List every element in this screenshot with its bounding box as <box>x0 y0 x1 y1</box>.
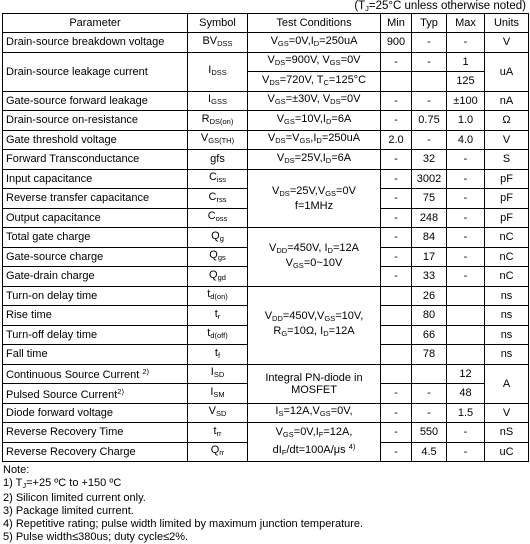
cond-cell: Integral PN-diode in MOSFET <box>248 364 381 403</box>
symbol-cell: $C_{rss}$ <box>188 189 248 209</box>
min-cell: - <box>381 111 412 131</box>
header-min: Min <box>381 14 412 33</box>
typ-cell: 78 <box>412 345 447 365</box>
table-row <box>3 150 529 170</box>
min-cell: - <box>381 189 412 209</box>
symbol-cell: $Q_{gd}$ <box>188 267 248 287</box>
param-cell: Continuous Source Current $^{2)}$ <box>3 364 188 384</box>
typ-cell: 84 <box>412 228 447 248</box>
symbol-cell: $t_f$ <box>188 345 248 365</box>
symbol-cell: $t_{d(off)}$ <box>188 325 248 345</box>
param-cell: Diode forward voltage <box>3 403 188 423</box>
typ-cell <box>412 364 447 384</box>
min-cell: - <box>381 150 412 170</box>
typ-cell: - <box>412 403 447 423</box>
table-row <box>3 423 529 443</box>
symbol-cell: $I_{SM}$ <box>188 384 248 404</box>
param-cell: Gate-source forward leakage <box>3 91 188 111</box>
param-cell: Rise time <box>3 306 188 326</box>
max-cell <box>447 325 485 345</box>
note-item: 1) $T_J=+25$ ºC to +150 ºC <box>3 477 122 490</box>
unit-cell: pF <box>485 169 529 189</box>
typ-cell: 80 <box>412 306 447 326</box>
header-max: Max <box>447 14 485 33</box>
typ-cell: 75 <box>412 189 447 209</box>
cond-cell: $V_{DS}=720V$, $T_C=125^\circ C$ <box>248 72 381 92</box>
typ-cell: 26 <box>412 286 447 306</box>
header-symbol: Symbol <box>188 14 248 33</box>
min-cell <box>381 306 412 326</box>
min-cell <box>381 364 412 384</box>
param-cell: Forward Transconductance <box>3 150 188 170</box>
symbol-cell: $Q_{gs}$ <box>188 247 248 267</box>
param-cell: Gate-source charge <box>3 247 188 267</box>
param-cell: Reverse Recovery Charge <box>3 442 188 462</box>
header-typ: Typ <box>412 14 447 33</box>
param-cell: Drain-source leakage current <box>3 52 188 91</box>
typ-cell: 17 <box>412 247 447 267</box>
cond-cell: $V_{GS}=0V,I_D=250uA$ <box>248 33 381 53</box>
cond-cell: $V_{DS}=25V,I_D=6A$ <box>248 150 381 170</box>
footnotes <box>3 464 363 544</box>
param-cell: Gate-drain charge <box>3 267 188 287</box>
symbol-cell: $I_{GSS}$ <box>188 91 248 111</box>
typ-cell: 4.5 <box>412 442 447 462</box>
max-cell: - <box>447 423 485 443</box>
unit-cell: ns <box>485 306 529 326</box>
min-cell: - <box>381 169 412 189</box>
unit-cell: nC <box>485 247 529 267</box>
header-test-conditions: Test Conditions <box>248 14 381 33</box>
typ-cell: 248 <box>412 208 447 228</box>
note-heading: Note: <box>3 464 30 476</box>
param-cell: Drain-source on-resistance <box>3 111 188 131</box>
header-parameter: Parameter <box>3 14 188 33</box>
unit-cell: V <box>485 33 529 53</box>
note-item: 5) Pulse width≤380us; duty cycle≤2%. <box>3 531 189 543</box>
max-cell: 1.0 <box>447 111 485 131</box>
symbol-cell: $C_{iss}$ <box>188 169 248 189</box>
symbol-cell: $t_{d(on)}$ <box>188 286 248 306</box>
table-row <box>3 91 529 111</box>
max-cell: - <box>447 169 485 189</box>
min-cell: - <box>381 403 412 423</box>
max-cell: - <box>447 33 485 53</box>
table-row <box>3 169 529 189</box>
typ-cell: - <box>412 384 447 404</box>
min-cell: - <box>381 442 412 462</box>
unit-cell: V <box>485 403 529 423</box>
unit-cell: pF <box>485 189 529 209</box>
max-cell: - <box>447 150 485 170</box>
min-cell <box>381 325 412 345</box>
symbol-cell: $Q_g$ <box>188 228 248 248</box>
min-cell <box>381 286 412 306</box>
unit-cell: ns <box>485 325 529 345</box>
param-cell: Total gate charge <box>3 228 188 248</box>
unit-cell: V <box>485 130 529 150</box>
symbol-cell: $Q_{rr}$ <box>188 442 248 462</box>
symbol-cell: $BV_{DSS}$ <box>188 33 248 53</box>
typ-cell: 550 <box>412 423 447 443</box>
unit-cell: ns <box>485 286 529 306</box>
header-units: Units <box>485 14 529 33</box>
param-cell: Reverse Recovery Time <box>3 423 188 443</box>
unit-cell: S <box>485 150 529 170</box>
table-row <box>3 364 529 384</box>
param-cell: Pulsed Source Current$^{2)}$ <box>3 384 188 404</box>
typ-cell: - <box>412 33 447 53</box>
symbol-cell: $I_{SD}$ <box>188 364 248 384</box>
table-row <box>3 52 529 72</box>
max-cell: 12 <box>447 364 485 384</box>
max-cell: - <box>447 442 485 462</box>
table-row <box>3 111 529 131</box>
unit-cell: nS <box>485 423 529 443</box>
max-cell <box>447 306 485 326</box>
max-cell: - <box>447 267 485 287</box>
param-cell: Reverse transfer capacitance <box>3 189 188 209</box>
min-cell: - <box>381 384 412 404</box>
unit-cell: ns <box>485 345 529 365</box>
note-item: 2) Silicon limited current only. <box>3 492 146 504</box>
symbol-cell: $t_r$ <box>188 306 248 326</box>
unit-cell: nA <box>485 91 529 111</box>
cond-cell: $V_{GS}=0V,I_F=12A$, $dI_F/dt=100A/\mu s$ $^{4)}$ <box>248 423 381 462</box>
cond-cell: $V_{DS}=V_{GS},I_D=250uA$ <box>248 130 381 150</box>
cond-cell: $V_{GS}=10V,I_D=6A$ <box>248 111 381 131</box>
symbol-cell: gfs <box>188 150 248 170</box>
unit-cell: uA <box>485 52 529 91</box>
min-cell: - <box>381 208 412 228</box>
max-cell: - <box>447 228 485 248</box>
typ-cell: 66 <box>412 325 447 345</box>
param-cell: Gate threshold voltage <box>3 130 188 150</box>
min-cell: - <box>381 228 412 248</box>
min-cell <box>381 72 412 92</box>
electrical-characteristics-table <box>2 13 529 462</box>
max-cell <box>447 286 485 306</box>
max-cell: 1.5 <box>447 403 485 423</box>
cond-cell: $V_{DD}=450V,V_{GS}=10V$, $R_G=10\Omega$, $I_D=12A$ <box>248 286 381 364</box>
table-row <box>3 403 529 423</box>
header-row <box>3 14 529 33</box>
param-cell: Turn-off delay time <box>3 325 188 345</box>
typ-cell: 33 <box>412 267 447 287</box>
unit-cell: pF <box>485 208 529 228</box>
typ-cell: - <box>412 52 447 72</box>
max-cell: 125 <box>447 72 485 92</box>
table-row <box>3 228 529 248</box>
typ-cell: - <box>412 130 447 150</box>
unit-cell: nC <box>485 228 529 248</box>
symbol-cell: $I_{DSS}$ <box>188 52 248 91</box>
cond-cell: $V_{DD}=450V$, $I_D=12A$ $V_{GS}=0\sim 10V$ <box>248 228 381 287</box>
min-cell: - <box>381 91 412 111</box>
min-cell: - <box>381 423 412 443</box>
typ-cell: 0.75 <box>412 111 447 131</box>
unit-cell: nC <box>485 267 529 287</box>
cond-cell: $V_{GS}=\pm 30V$, $V_{DS}=0V$ <box>248 91 381 111</box>
max-cell: - <box>447 189 485 209</box>
min-cell <box>381 345 412 365</box>
symbol-cell: $V_{SD}$ <box>188 403 248 423</box>
unit-cell: uC <box>485 442 529 462</box>
min-cell: - <box>381 267 412 287</box>
max-cell: 48 <box>447 384 485 404</box>
typ-cell: 32 <box>412 150 447 170</box>
param-cell: Input capacitance <box>3 169 188 189</box>
unit-cell: Ω <box>485 111 529 131</box>
cond-cell: $V_{DS}=25V,V_{GS}=0V$ f=1MHz <box>248 169 381 228</box>
min-cell: 2.0 <box>381 130 412 150</box>
symbol-cell: $V_{GS(TH)}$ <box>188 130 248 150</box>
table-row <box>3 286 529 306</box>
min-cell: 900 <box>381 33 412 53</box>
param-cell: Turn-on delay time <box>3 286 188 306</box>
typ-cell: - <box>412 91 447 111</box>
note-item: 4) Repetitive rating; pulse width limited by maximum junction temperature. <box>3 518 364 530</box>
symbol-cell: $t_{rr}$ <box>188 423 248 443</box>
unit-cell: A <box>485 364 529 403</box>
max-cell: ±100 <box>447 91 485 111</box>
conditions-note: ($T_J=25^\circ C$ unless otherwise noted) <box>354 0 526 13</box>
max-cell: - <box>447 208 485 228</box>
typ-cell: 3002 <box>412 169 447 189</box>
table-row <box>3 33 529 53</box>
typ-cell <box>412 72 447 92</box>
param-cell: Fall time <box>3 345 188 365</box>
table-row <box>3 130 529 150</box>
max-cell: - <box>447 247 485 267</box>
param-cell: Output capacitance <box>3 208 188 228</box>
symbol-cell: $C_{oss}$ <box>188 208 248 228</box>
cond-cell: $V_{DS}=900V$, $V_{GS}=0V$ <box>248 52 381 72</box>
min-cell: - <box>381 247 412 267</box>
min-cell: - <box>381 52 412 72</box>
max-cell: 4.0 <box>447 130 485 150</box>
note-item: 3) Package limited current. <box>3 505 134 517</box>
symbol-cell: $R_{DS(on)}$ <box>188 111 248 131</box>
max-cell <box>447 345 485 365</box>
cond-cell: $I_S=12A,V_{GS}=0V$, <box>248 403 381 423</box>
max-cell: 1 <box>447 52 485 72</box>
param-cell: Drain-source breakdown voltage <box>3 33 188 53</box>
